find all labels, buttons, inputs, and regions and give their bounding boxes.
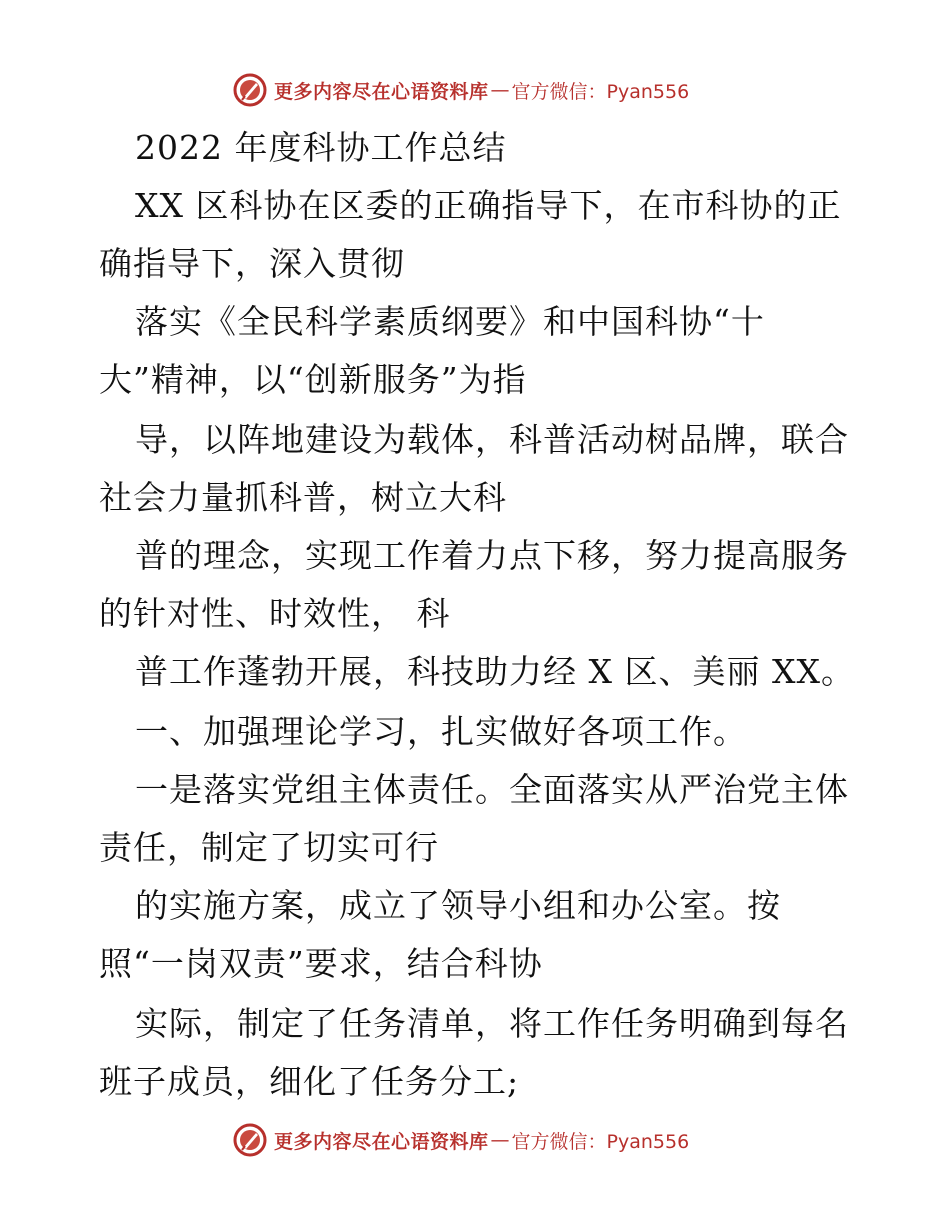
paragraph-line: 的针对性、时效性， 科 <box>99 594 451 633</box>
paragraph-line: 大”精神，以“创新服务”为指 <box>99 360 527 399</box>
paragraph-line: 确指导下，深入贯彻 <box>99 244 405 283</box>
quill-seal-icon <box>232 1122 268 1158</box>
paragraph-line: 普工作蓬勃开展，科技助力经 X 区、美丽 XX。 <box>135 652 855 691</box>
paragraph-line: 照“一岗双责”要求，结合科协 <box>99 944 543 983</box>
paragraph-line: 一是落实党组主体责任。全面落实从严治党主体 <box>135 770 849 809</box>
paragraph-line: 的实施方案，成立了领导小组和办公室。按 <box>135 886 781 925</box>
paragraph-line: 普的理念，实现工作着力点下移，努力提高服务 <box>135 536 849 575</box>
paragraph-line: 导，以阵地建设为载体，科普活动树品牌，联合 <box>135 420 849 459</box>
watermark-separator: — <box>490 1129 510 1151</box>
quill-seal-icon <box>232 72 268 108</box>
watermark-title: 更多内容尽在心语资料库 <box>274 80 489 103</box>
watermark-banner-top <box>232 70 689 110</box>
watermark-title: 更多内容尽在心语资料库 <box>274 1130 489 1153</box>
paragraph-line: 责任，制定了切实可行 <box>99 828 439 867</box>
paragraph-line: 落实《全民科学素质纲要》和中国科协“十 <box>135 302 765 341</box>
watermark-contact: 官方微信：Pyan556 <box>511 1130 690 1153</box>
paragraph-line: 社会力量抓科普，树立大科 <box>99 478 507 517</box>
watermark-separator: — <box>490 79 510 101</box>
document-title: 2022 年度科协工作总结 <box>135 128 507 167</box>
paragraph-line: 实际，制定了任务清单，将工作任务明确到每名 <box>135 1004 849 1043</box>
watermark-contact: 官方微信：Pyan556 <box>511 80 690 103</box>
paragraph-line: XX 区科协在区委的正确指导下，在市科协的正 <box>135 186 842 225</box>
watermark-banner-bottom <box>232 1120 689 1160</box>
section-heading: 一、加强理论学习，扎实做好各项工作。 <box>135 712 747 751</box>
paragraph-line: 班子成员，细化了任务分工; <box>99 1062 520 1101</box>
